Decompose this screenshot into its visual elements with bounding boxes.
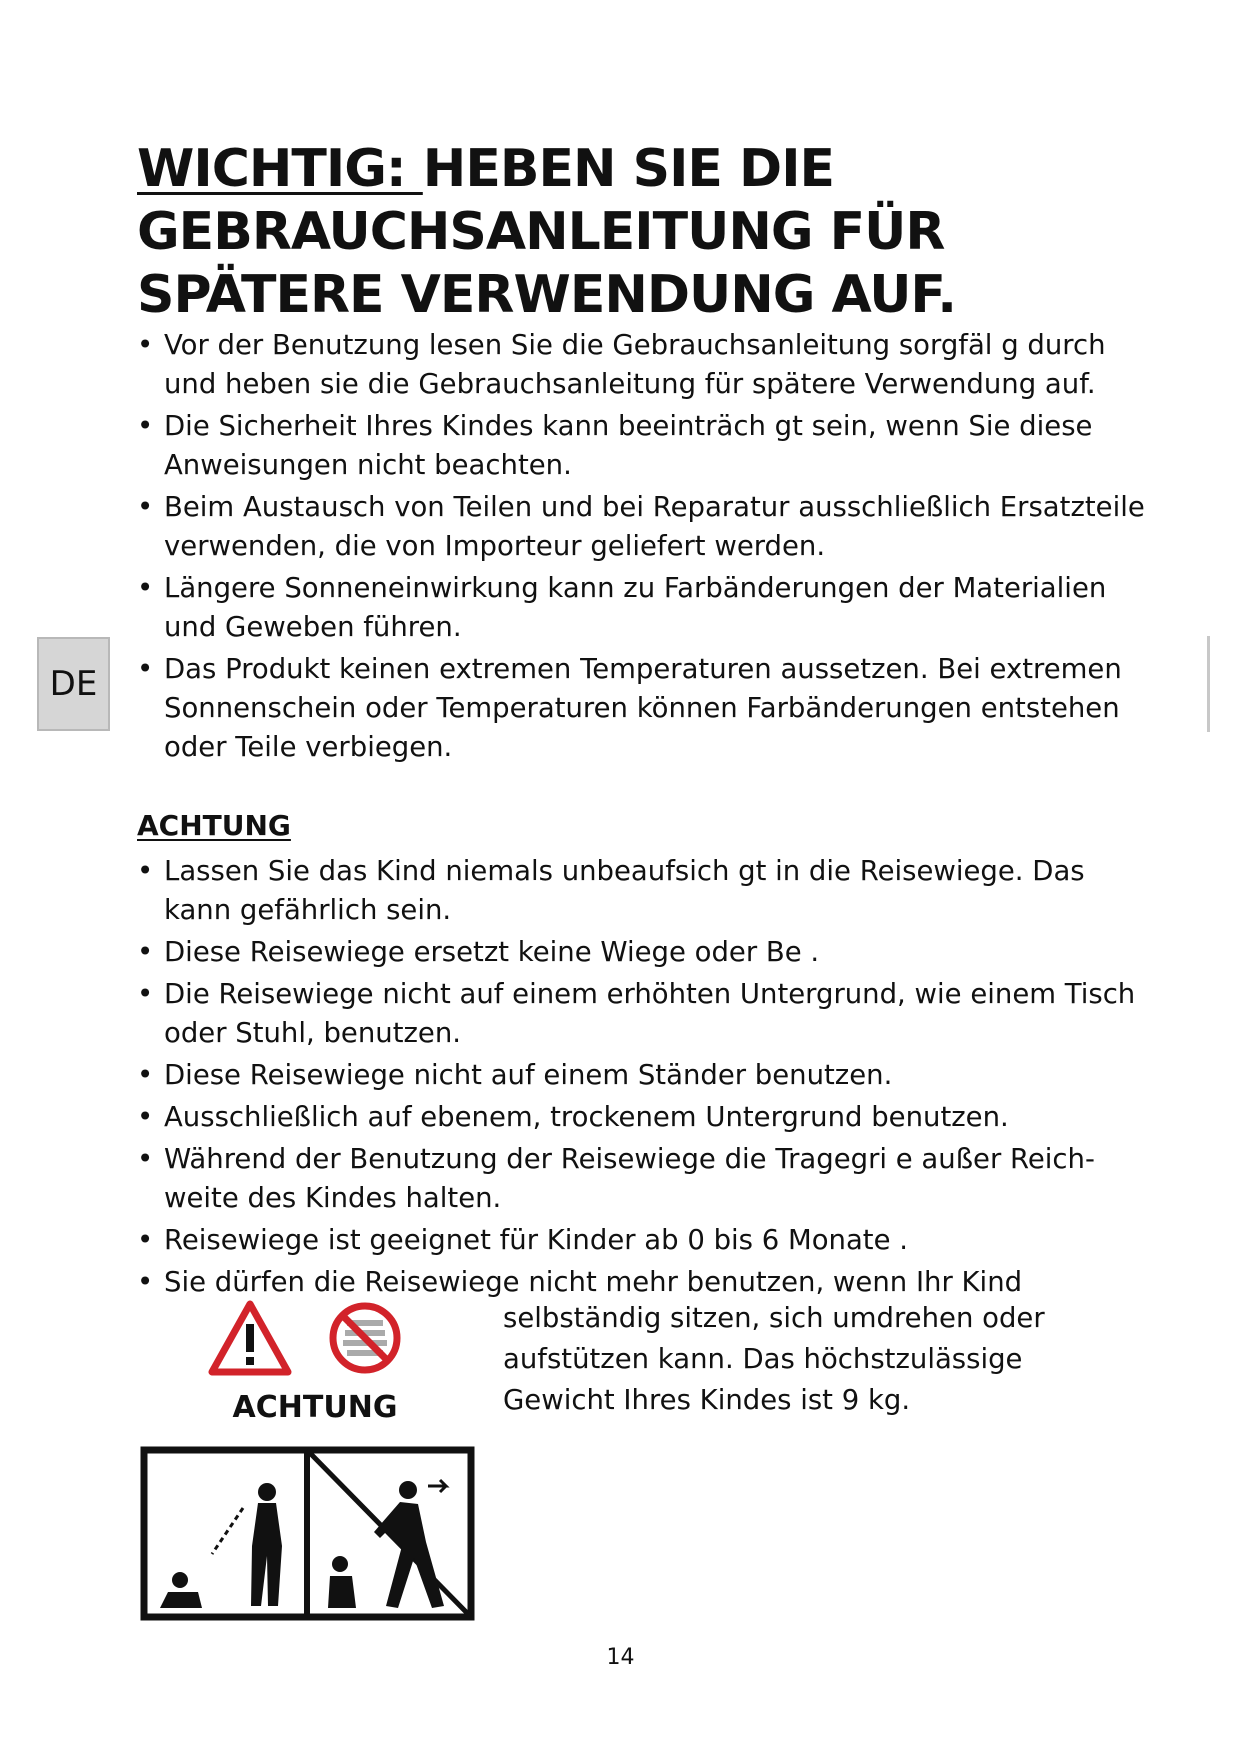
language-tab: DE (37, 637, 110, 731)
continuation-line: selbständig sitzen, sich umdrehen oder (503, 1302, 1045, 1334)
page-title (137, 138, 1137, 327)
list-item: • Die Reisewiege nicht auf einem erhöhten Untergrund, wie einem Tisch oder Stuhl, benutzen. (137, 975, 1147, 1053)
continuation-line: aufstützen kann. Das höchstzulässige (503, 1343, 1023, 1375)
general-instructions-list (137, 326, 1147, 770)
warning-heading: ACHTUNG (137, 809, 291, 842)
page-edge-marker (1207, 636, 1210, 732)
list-item: • Lassen Sie das Kind niemals unbeaufsich gt in die Reisewiege. Das kann gefährlich sein. (137, 852, 1147, 930)
list-item: • Längere Sonneneinwirkung kann zu Farbänderungen der Materialien und Geweben führen. (137, 569, 1147, 647)
list-item: • Während der Benutzung der Reisewiege die Tragegri e außer Reich-weite des Kindes halten. (137, 1140, 1147, 1218)
list-item: • Ausschließlich auf ebenem, trockenem Untergrund benutzen. (137, 1098, 1147, 1137)
list-item: • Sie dürfen die Reisewiege nicht mehr benutzen, wenn Ihr Kind (137, 1263, 1147, 1302)
last-item-continuation (503, 1298, 1123, 1421)
list-item: • Vor der Benutzung lesen Sie die Gebrauchsanleitung sorgfäl g durch und heben sie die Gebrauchsanleitung für spätere Verwendung auf. (137, 326, 1147, 404)
page-number: 14 (606, 1645, 635, 1670)
warning-icon-label: ACHTUNG (232, 1390, 398, 1425)
list-item: • Das Produkt keinen extremen Temperaturen aussetzen. Bei extremen Sonnenschein oder Temperaturen können Farbänderungen entstehen oder Teile verbiegen. (137, 650, 1147, 767)
title-underlined: WICHTIG: (137, 139, 423, 199)
list-item: • Reisewiege ist geeignet für Kinder ab 0 bis 6 Monate . (137, 1221, 1147, 1260)
warning-list (137, 852, 1147, 1305)
title-line2: GEBRAUCHSANLEITUNG FÜR (137, 202, 945, 262)
title-line3: SPÄTERE VERWENDUNG AUF. (137, 265, 957, 325)
list-item: • Die Sicherheit Ihres Kindes kann beeinträch gt sein, wenn Sie diese Anweisungen nicht beachten. (137, 407, 1147, 485)
continuation-line: Gewicht Ihres Kindes ist 9 kg. (503, 1384, 911, 1416)
supervision-pictogram (140, 1446, 475, 1621)
no-stacked-items-icon (333, 1306, 397, 1370)
title-line1: HEBEN SIE DIE (422, 139, 835, 199)
list-item: • Beim Austausch von Teilen und bei Reparatur ausschließlich Ersatzteile verwenden, die von Importeur geliefert werden. (137, 488, 1147, 566)
list-item: • Diese Reisewiege nicht auf einem Ständer benutzen. (137, 1056, 1147, 1095)
list-item: • Diese Reisewiege ersetzt keine Wiege oder Be . (137, 933, 1147, 972)
